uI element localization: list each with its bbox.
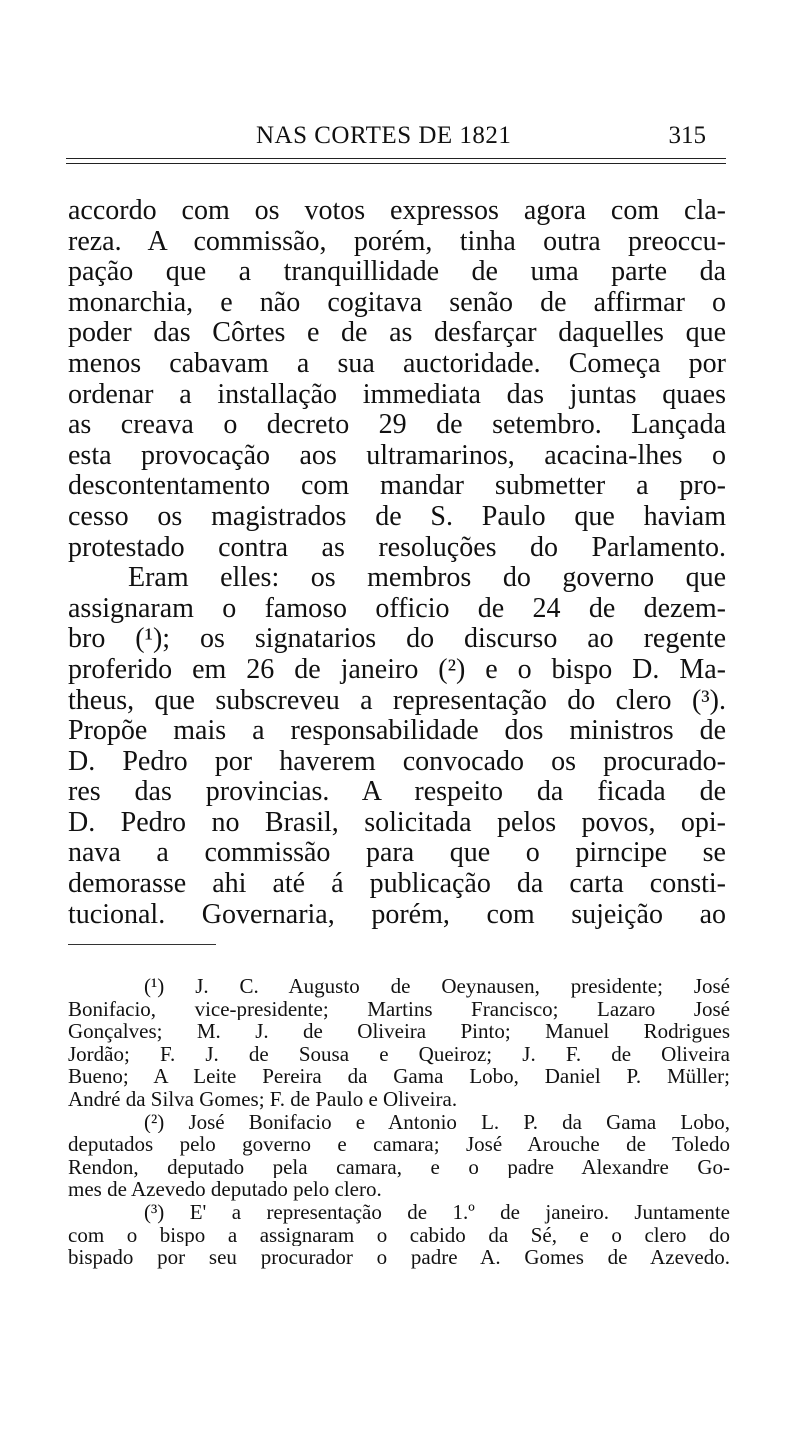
body-line: Propõe mais a responsabilidade dos ministros de <box>68 716 726 747</box>
body-line: descontentamento com mandar submetter a pro- <box>68 471 726 502</box>
body-line: pação que a tranquillidade de uma parte da <box>68 257 726 288</box>
body-line: esta provocação aos ultramarinos, acacina-lhes o <box>68 440 726 471</box>
footnote-line: André da Silva Gomes; F. de Paulo e Oliveira. <box>68 1087 458 1111</box>
footnote-line: Bonifacio, vice-presidente; Martins Francisco; Lazaro José <box>68 997 730 1021</box>
running-header <box>66 122 728 156</box>
body-line: theus, que subscreveu a representação do clero (³). <box>68 685 726 716</box>
footnote-line: Gonçalves; M. J. de Oliveira Pinto; Manuel Rodrigues <box>68 1020 730 1043</box>
body-line: Eram elles: os membros do governo que <box>128 563 726 594</box>
header-rule-top <box>66 158 726 159</box>
footnote-line: com o bispo a assignaram o cabido da Sé, e o clero do <box>68 1223 730 1247</box>
footnote-line: bispado por seu procurador o padre A. Gomes de Azevedo. <box>68 1246 730 1269</box>
body-line: bro (¹); os signatarios do discurso ao regente <box>68 624 726 655</box>
body-line: reza. A commissão, porém, tinha outra preoccu- <box>68 226 726 257</box>
body-line: poder das Côrtes e de as desfarçar daquelles que <box>68 318 726 349</box>
body-line: D. Pedro no Brasil, solicitada pelos povos, opi- <box>68 807 726 838</box>
body-line: demorasse ahi até á publicação da carta consti- <box>68 869 726 900</box>
body-line: tucional. Governaria, porém, com sujeição ao <box>68 899 726 930</box>
body-line: monarchia, e não cogitava senão de affirmar o <box>68 287 726 318</box>
page-number: 315 <box>668 122 706 149</box>
body-line: cesso os magistrados de S. Paulo que haviam <box>68 501 726 532</box>
footnotes <box>68 975 730 1269</box>
footnote-line: (²) José Bonifacio e Antonio L. P. da Gama Lobo, <box>144 1110 730 1134</box>
running-title: NAS CORTES DE 1821 <box>256 122 512 149</box>
body-line: protestado contra as resoluções do Parlamento. <box>68 532 726 563</box>
footnote-separator <box>68 944 216 945</box>
body-line: ordenar a installação immediata das juntas quaes <box>68 379 726 410</box>
footnote-line: deputados pelo governo e camara; José Arouche de Toledo <box>68 1133 730 1156</box>
footnote-line: Rendon, deputado pela camara, e o padre Alexandre Go- <box>68 1155 730 1179</box>
footnote-line: (³) E' a representação de 1.º de janeiro. Juntamente <box>144 1200 730 1224</box>
body-line: accordo com os votos expressos agora com cla- <box>68 196 726 226</box>
body-line: nava a commissão para que o pirncipe se <box>68 838 726 869</box>
footnote-line: Jordão; F. J. de Sousa e Queiroz; J. F. de Oliveira <box>68 1042 730 1066</box>
body-line: assignaram o famoso officio de 24 de dezem- <box>68 593 726 624</box>
body-line: as creava o decreto 29 de setembro. Lançada <box>68 410 726 441</box>
footnote-line: mes de Azevedo deputado pelo clero. <box>68 1178 382 1201</box>
footnote-line: (¹) J. C. Augusto de Oeynausen, presidente; José <box>144 975 730 998</box>
header-rule-bottom <box>66 163 726 164</box>
body-line: menos cabavam a sua auctoridade. Começa por <box>68 348 726 379</box>
footnote-line: Bueno; A Leite Pereira da Gama Lobo, Daniel P. Müller; <box>68 1065 730 1088</box>
body-line: proferido em 26 de janeiro (²) e o bispo D. Ma- <box>68 654 726 685</box>
body-text <box>68 196 726 930</box>
body-line: res das provincias. A respeito da ficada de <box>68 777 726 808</box>
body-line: D. Pedro por haverem convocado os procurado- <box>68 746 726 777</box>
